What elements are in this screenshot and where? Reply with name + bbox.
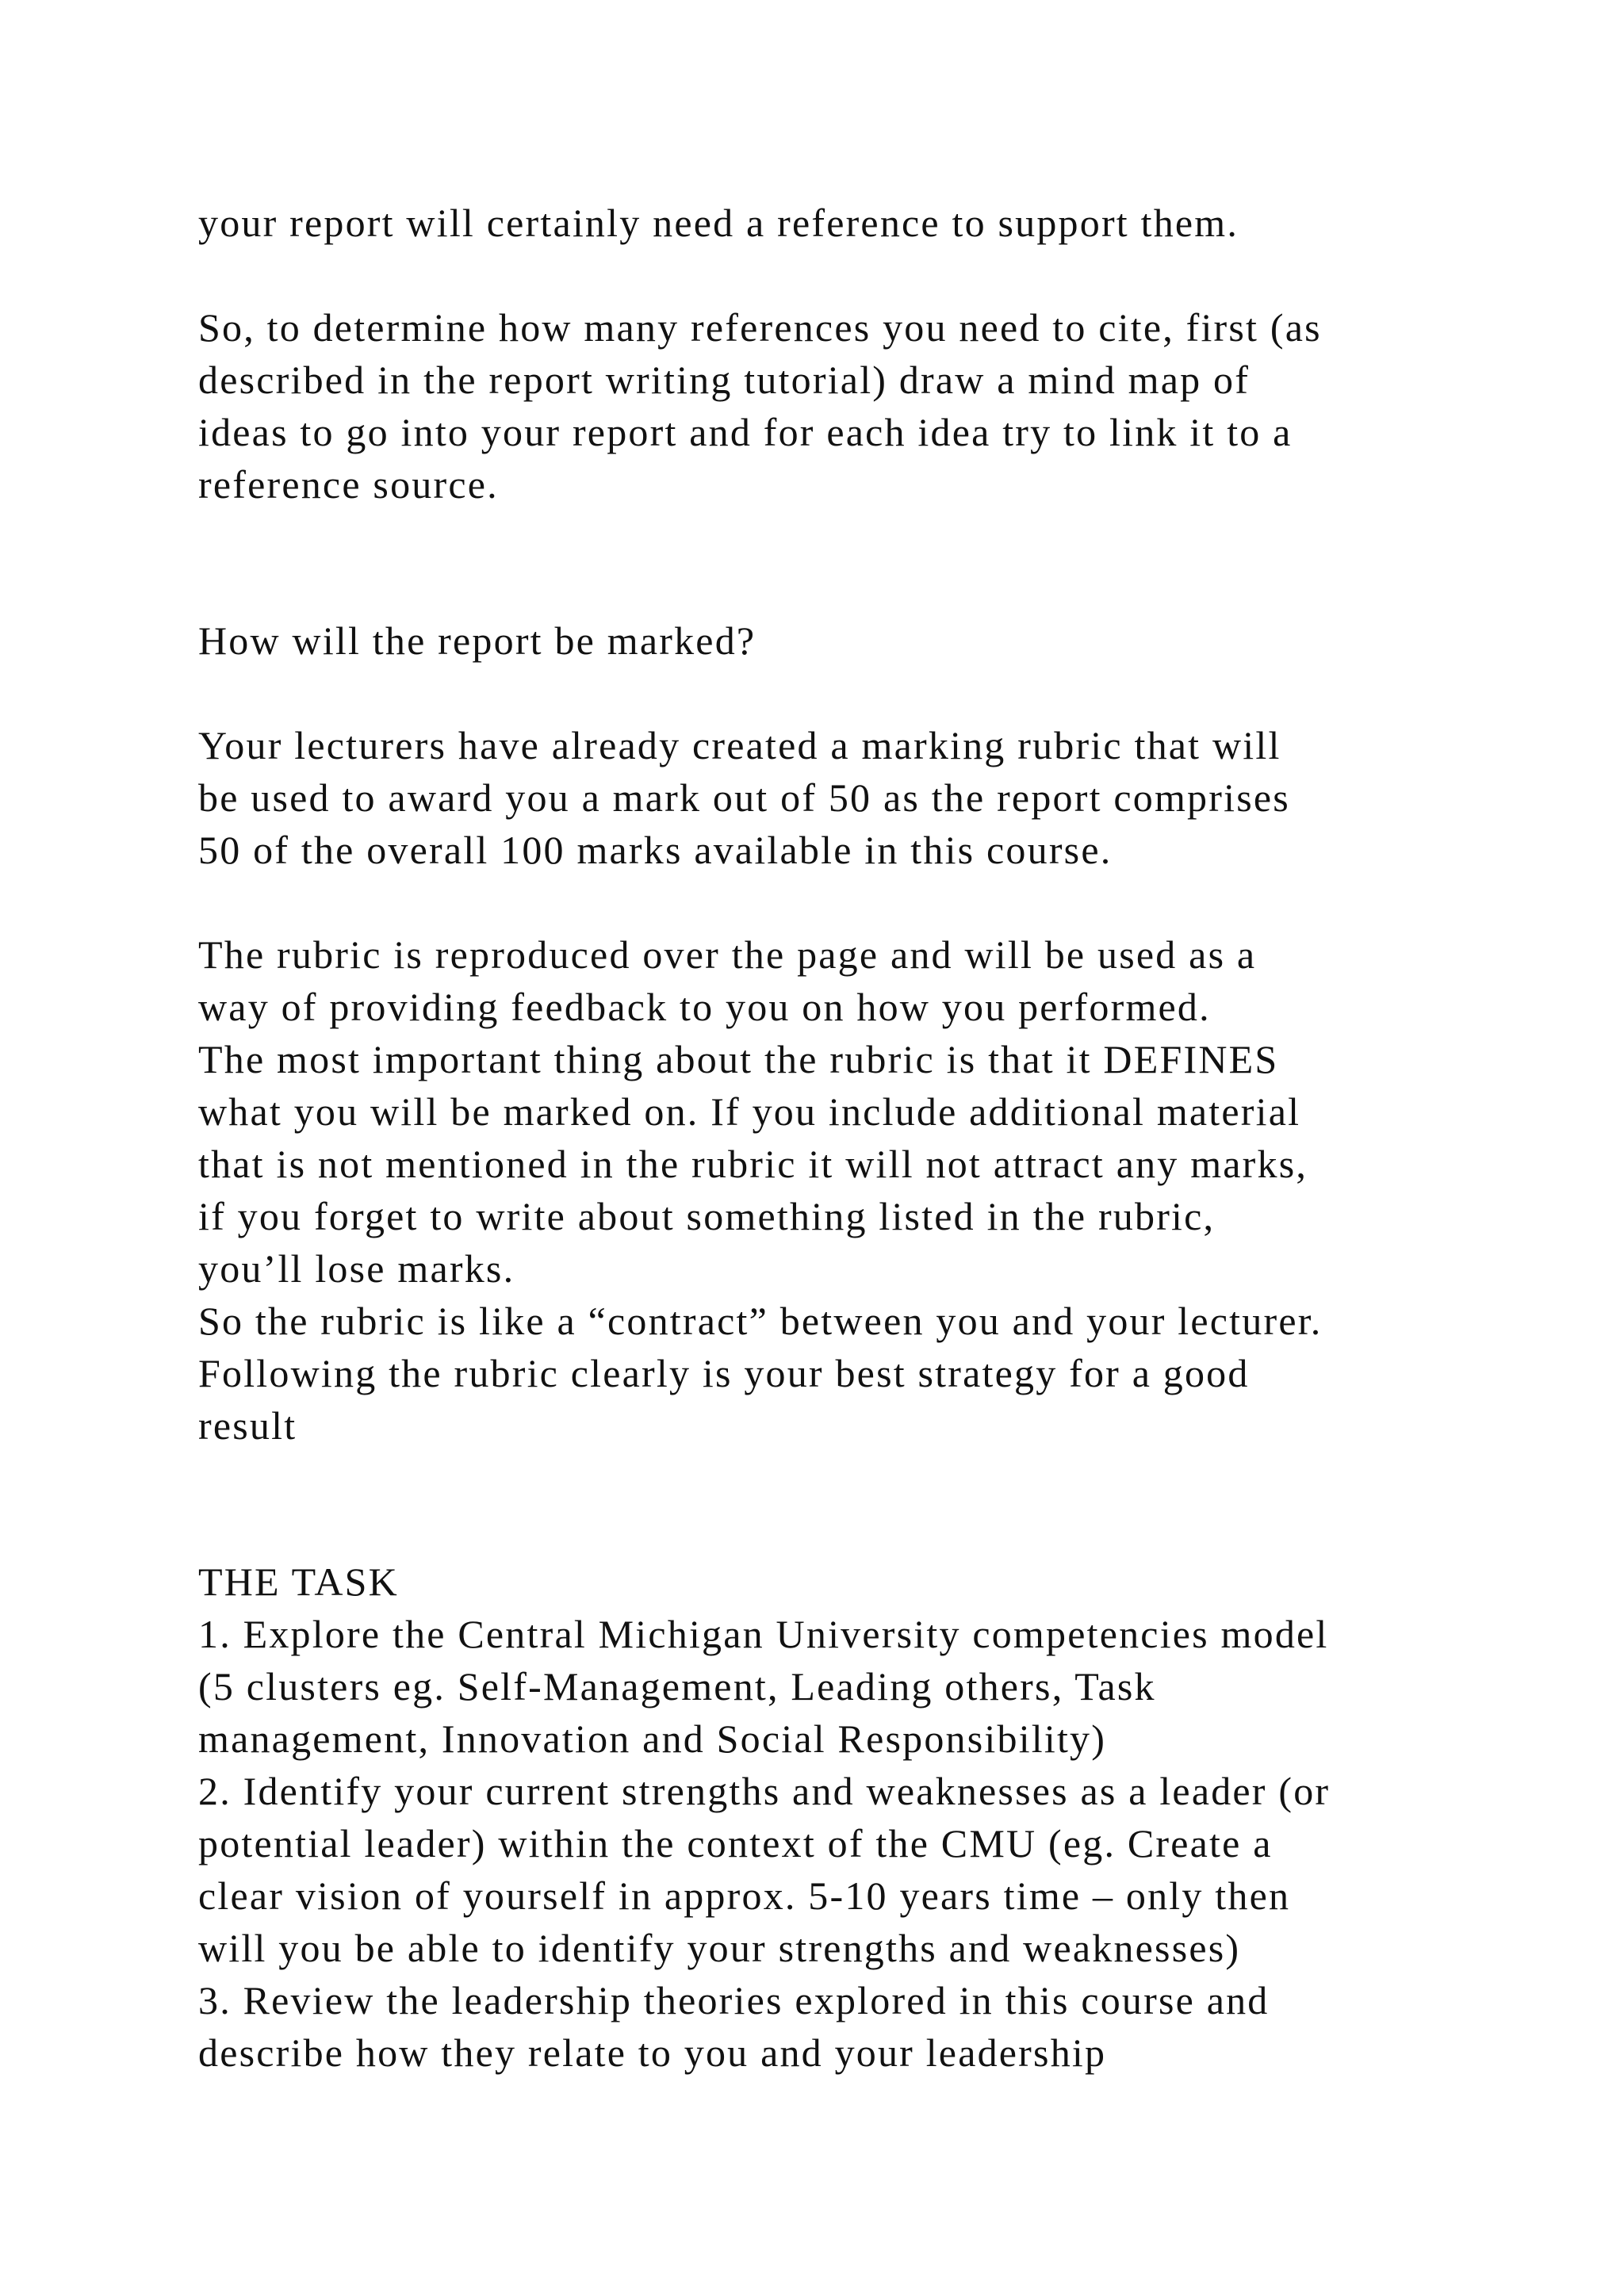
text-line: management, Innovation and Social Responsibility) xyxy=(198,1716,1107,1761)
text-line: result xyxy=(198,1403,297,1448)
text-line: Your lecturers have already created a marking rubric that will xyxy=(198,723,1281,767)
text-line: (5 clusters eg. Self-Management, Leading others, Task xyxy=(198,1664,1156,1709)
text-line: your report will certainly need a reference to support them. xyxy=(198,201,1239,245)
text-line: So the rubric is like a “contract” between you and your lecturer. xyxy=(198,1299,1323,1343)
section-heading: THE TASK xyxy=(198,1559,399,1604)
text-line: So, to determine how many references you need to cite, first (as xyxy=(198,305,1322,350)
text-line: describe how they relate to you and your leadership xyxy=(198,2030,1107,2075)
text-line: you’ll lose marks. xyxy=(198,1246,515,1291)
text-line: that is not mentioned in the rubric it will not attract any marks, xyxy=(198,1142,1308,1186)
text-line: clear vision of yourself in approx. 5-10 years time – only then xyxy=(198,1873,1291,1918)
text-line: way of providing feedback to you on how you performed. xyxy=(198,985,1211,1029)
text-line: ideas to go into your report and for each idea try to link it to a xyxy=(198,410,1293,454)
text-line: potential leader) within the context of the CMU (eg. Create a xyxy=(198,1821,1273,1866)
text-line: The rubric is reproduced over the page and will be used as a xyxy=(198,932,1257,977)
text-line: be used to award you a mark out of 50 as the report comprises xyxy=(198,775,1290,820)
text-line: 2. Identify your current strengths and weaknesses as a leader (or xyxy=(198,1769,1331,1813)
text-line: if you forget to write about something listed in the rubric, xyxy=(198,1194,1216,1238)
text-line: what you will be marked on. If you include additional material xyxy=(198,1089,1301,1134)
text-line: reference source. xyxy=(198,462,499,507)
text-line: Following the rubric clearly is your best strategy for a good xyxy=(198,1351,1250,1395)
section-heading: How will the report be marked? xyxy=(198,618,756,663)
text-line: The most important thing about the rubric is that it DEFINES xyxy=(198,1037,1279,1081)
text-line: 1. Explore the Central Michigan University competencies model xyxy=(198,1612,1329,1656)
text-line: 3. Review the leadership theories explored in this course and xyxy=(198,1978,1270,2022)
text-line: described in the report writing tutorial) draw a mind map of xyxy=(198,358,1251,402)
text-line: will you be able to identify your strengths and weaknesses) xyxy=(198,1926,1241,1970)
text-line: 50 of the overall 100 marks available in this course. xyxy=(198,828,1113,872)
